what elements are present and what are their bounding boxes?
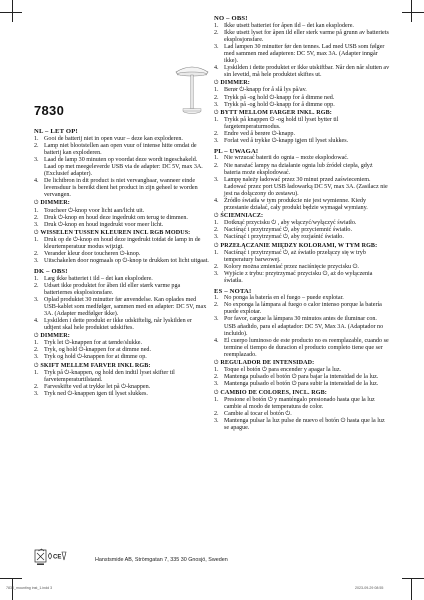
subsection-title (214, 243, 390, 250)
subsection-label: BYTT MELLOM FARGER INKL. RGB: (220, 109, 332, 116)
warning-list (214, 155, 390, 211)
list-item: Druk op de ⏻-knop en houd deze ingedrukt totdat de lamp in de kleurtemperatuur modus wijzigt. (44, 237, 201, 251)
list-item: Uitschakelen door nogmaals op ⏻-knop te drukken tot licht uitgaat. (44, 258, 209, 265)
subsection-title (34, 200, 210, 207)
list-item: Lamp niet blootstellen aan open vuur of intense hitte omdat de batterij kan exploderen. (44, 142, 197, 156)
list-item: Berør ⏻-knapp for å slå lys på/av. (224, 87, 307, 94)
list-item: Oplad produktet 30 minutter før anvendelse. Kan oplades med USB-kablet som medfølger, sammen med en adapter: DC 5V, max 3A. (Adapter medfølger ikke). (44, 296, 207, 317)
model-number: 7830 (34, 103, 65, 118)
power-button-icon: ⏻ (34, 333, 41, 340)
list-item: Mantenga pulsado el botón ⏻ para bajar la intensidad de la luz. (224, 374, 379, 381)
instruction-list (34, 370, 210, 398)
crop-mark (0, 12, 22, 13)
list-item: Tryk ned ⏻-knappen igen til lyset slukkes. (44, 391, 148, 398)
list-item: Læg ikke batteriet i ild – det kan eksplodere. (44, 275, 153, 282)
list-item: Toucheer ⏻-knop voor licht aan/licht uit. (44, 207, 145, 214)
list-item: Lad lampen 30 minutter før den tennes. Lad med USB som følger med sammen med adapteren: DC 5V, max 3A. (Adapter inngår ikke). (224, 43, 385, 64)
power-button-icon: ⏻ (214, 242, 221, 249)
list-item: Trykk på knappen ⏻ -og hold til lyset bytter til fargetemperaturmodus. (224, 117, 339, 131)
instruction-list (214, 117, 390, 145)
list-item: Druk ⏻-knop en houd ingedrukt voor meer licht. (44, 221, 164, 228)
list-item: Ikke utsett lyset for åpen ild eller sterk varme på grunn av batteriets eksplosjonsfare. (224, 29, 389, 43)
power-button-icon: ⏻ (214, 80, 221, 87)
list-item: Mantenga pulsar la luz pulse de nuevo el botón ⏻ hasta que la luz se apague. (224, 417, 385, 431)
instruction-list (214, 367, 390, 388)
list-item: Wyjście z trybu: przytrzymać przycisku ⏻, aż do wyłączenia światła. (224, 270, 373, 285)
list-item: Farveskifte ved at trykke let på ⏻-knappen. (44, 383, 151, 390)
instruction-list (34, 208, 210, 229)
instruction-list (214, 220, 390, 241)
list-item: No ponga la batería en el fuego – puede explotar. (224, 295, 344, 302)
section-title: DK – OBS! (34, 267, 68, 275)
subsection-label: REGULADOR DE INTENSIDAD: (220, 360, 315, 367)
list-item: El cuerpo luminoso de este producto no es reemplazable, cuando se termine el tiempo de duracion el producto completo tiene que ser reemplazado. (224, 337, 389, 358)
crop-mark (411, 578, 412, 600)
section-title: ES – NOTA! (214, 287, 252, 295)
section-title: NO – OBS! (214, 15, 248, 22)
company-address: Hanstsmide AB, Strömgatan 7, 335 30 Gnosjö, Sweden (95, 557, 228, 563)
list-item: Mantenga pulsado el botón ⏻ para subir la intensidad de la luz. (224, 381, 379, 388)
list-item: Gooi de batterij niet in open vuur – deze kan exploderen. (44, 135, 183, 142)
right-column (214, 15, 390, 432)
list-item: Druk ⏻-knop en houd deze ingedrukt om terug te dimmen. (44, 214, 188, 221)
crop-mark (402, 12, 424, 13)
section-title: NL – LET OP! (34, 128, 78, 135)
subsection-label: WISSELEN TUSSEN KLEUREN INCL RGB MODUS: (40, 230, 191, 237)
list-item: Naciśnąć i przytrzymać ⏻, aż światło przełączy się w tryb temperatury barwowej. (224, 249, 366, 263)
list-item: Laad de lamp 30 minuten op voordat deze wordt ingeschakeld. Laad op met meegeleverde USB via de adapter: DC 5V, max 3A. (Exclusief adapter). (44, 156, 203, 177)
list-item: Por favor, cargue la lámpara 30 minutos antes de iluminar con. USB añadido, para el adaptador: DC 5V, Max 3A. (Adaptador no incluido). (224, 316, 384, 337)
list-item: No exponga la lámpara al fuego o calor intenso porque la batería puede explotar. (224, 302, 382, 316)
list-item: Presione el botón ⏻ y manténgalo presionado hasta que la luz cambie al modo de temperatura de color. (224, 396, 375, 410)
subsection-label: ŚCIEMNIACZ: (220, 213, 264, 220)
instruction-list (214, 250, 390, 285)
crop-mark (411, 0, 412, 22)
list-item: Tryk, og hold ⏻-knappen for at dimme ned. (44, 347, 151, 354)
power-button-icon: ⏻ (34, 230, 41, 237)
subsection-title (214, 110, 390, 117)
certification-marks-icon (34, 546, 70, 568)
power-button-icon: ⏻ (214, 213, 221, 220)
power-button-icon: ⏻ (214, 389, 221, 396)
crop-mark (12, 0, 13, 22)
print-slug-timestamp: 2023-09-29 08:55 (355, 586, 384, 590)
print-slug-filename: 7830_mounting inst_1.indd 3 (6, 586, 53, 590)
left-column (34, 128, 210, 398)
power-button-icon: ⏻ (34, 200, 41, 207)
power-button-icon: ⏻ (214, 360, 221, 367)
list-item: Verander kleur door toucheren ⏻-knop. (44, 251, 141, 258)
list-item: Trykk på -og hold ⏻-knapp for å dimme ned. (224, 94, 335, 101)
list-item: Ikke utsett batteriet for åpen ild – det kan eksplodere. (224, 22, 354, 29)
power-button-icon: ⏻ (34, 362, 41, 369)
subsection-label: PRZEŁĄCZANIE MIĘDZY KOLORAMI, W TYM RGB: (220, 242, 378, 249)
list-item: Nie wrzucać baterii do ognia – może eksplodować. (224, 155, 349, 162)
list-item: De lichtbron in dit product is niet vervangbaar, wanneer einde levensduur is bereikt dient het product in zijn geheel te worden vervangen. (44, 177, 198, 199)
list-item: Forlat ved å trykke ⏻-knapp igjen til lyset slukkes. (224, 138, 349, 145)
list-item: Trykk på -og hold ⏻-knapp for å dimme opp. (224, 101, 335, 108)
list-item: Tryk og hold ⏻-knappen for at dimme op. (44, 354, 147, 361)
warning-list (34, 276, 210, 332)
list-item: Endre ved å berøre ⏻-knapp. (224, 131, 295, 138)
list-item: Cambie al tocar el botón ⏻. (224, 410, 292, 417)
crop-mark (0, 578, 22, 579)
list-item: Naciśnąć i przytrzymać ⏻, aby przyciemnić światło. (224, 227, 352, 234)
section-title: PL – UWAGA! (214, 147, 259, 155)
instruction-list (34, 340, 210, 361)
subsection-label: DIMMER: (220, 80, 250, 87)
instruction-list (34, 237, 210, 265)
instruction-list (214, 87, 390, 108)
svg-text:CE: CE (53, 554, 62, 561)
subsection-label: CAMBIO DE COLORES, INCL. RGB: (220, 389, 327, 396)
subsection-label: DIMMER: (40, 333, 70, 340)
power-button-icon: ⏻ (214, 109, 221, 116)
warning-list (34, 136, 210, 199)
warning-list (214, 23, 390, 79)
list-item: Naciśnąć i przytrzymać ⏻, aby rozjaśnić światło. (224, 234, 344, 241)
crop-mark (402, 578, 424, 579)
instruction-list (214, 397, 390, 432)
list-item: Nie narażać lampy na działanie ognia lub źródeł ciepła, gdyż bateria może eksplodować. (224, 162, 373, 176)
lamp-illustration-icon (170, 58, 214, 116)
list-item: Tryk let ⏻-knappen for at tænde/slukke. (44, 340, 143, 347)
list-item: Toque el botón ⏻ para encender y apagar la luz. (224, 367, 342, 374)
warning-list (214, 295, 390, 358)
subsection-label: SKIFT MELLEM FARVER INKL RGB: (40, 362, 151, 369)
subsection-title (34, 363, 210, 370)
list-item: Lampę należy ładować przez 30 minut przed zaświeceniem. Ładować przez port USB ładowarką DC 5V, max 3A. (Zasilacz nie jest na dołączony do zestawu). (224, 176, 388, 197)
list-item: Lyskilden i dette produktet er ikke utskiftbar. Når den når slutten av sin levetid, må hele produktet skiftes ut. (224, 64, 390, 78)
list-item: Udsæt ikke produktet for åben ild eller stærk varme pga batteriernes eksplosionsfare. (44, 282, 181, 296)
subsection-label: DIMMER: (40, 200, 70, 207)
list-item: Źródło światła w tym produkcie nie jest wymienne. Kiedy przestanie działać, cały produkt będzie wymagał wymiany. (224, 197, 368, 211)
list-item: Lyskilden i dette produkt er ikke udskiftelig, når lyskilden er udtjent skal hele produktet udskiftes. (44, 317, 192, 331)
list-item: Dotknąć przycisku ⏻ , aby włączyć/wyłączyć światło. (224, 220, 357, 227)
subsection-title (214, 390, 390, 397)
list-item: Kolory można zmieniać przez naciśnięcie przycisku ⏻. (224, 263, 359, 270)
list-item: Tryk på ⏻-knappen, og hold den indtil lyset skifter til farvetemperaturtilstand. (44, 369, 175, 383)
